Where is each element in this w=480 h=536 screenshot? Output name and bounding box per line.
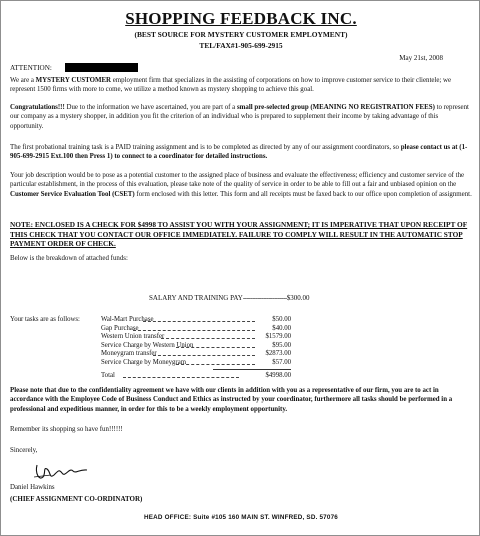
task-leader: [176, 364, 255, 365]
task-label: Western Union transfer: [101, 333, 165, 341]
task-leader: [161, 338, 255, 339]
company-phone: TEL/FAX#1-905-699-2915: [199, 41, 283, 50]
intro-bold: MYSTERY CUSTOMER: [35, 77, 112, 84]
task-row: [101, 359, 291, 368]
task-row: [101, 342, 291, 351]
total-amount: $4998.00: [265, 372, 291, 379]
task-amount: $95.00: [272, 341, 291, 349]
task-amount: $40.00: [272, 324, 291, 332]
job-text: Your job description would be to pose as a potential customer to the assigned place of business and evaluate the effectiveness; efficiency and customer service of the particular establishment, in the process of this evaluation, please take note of the quality of service in order to be able to fill out a fair and unbiased opinion on the: [10, 172, 465, 189]
task-leader: [143, 321, 255, 322]
salary-amount: $300.00: [286, 294, 310, 302]
check-note: NOTE: ENCLOSED IS A CHECK FOR $4998 TO ASSIST YOU WITH YOUR ASSIGNMENT; IT IS IMPERATIVE THAT UPON RECEIPT OF THIS CHECK THAT YOU CONTACT OUR OFFICE IMMEDIATELY. FAILURE TO COMPLY WILL RESULT IN THE AUTOMATIC STOP PAYMENT ORDER OF CHECK.: [10, 220, 468, 249]
attention-label: ATTENTION:: [10, 64, 52, 72]
task-row: [101, 333, 291, 342]
tasks-intro: Your tasks are as follows:: [10, 316, 80, 323]
salary-line: [149, 294, 310, 302]
letter-date: May 21st, 2008: [399, 54, 443, 62]
breakdown-label: Below is the breakdown of attached funds:: [10, 255, 128, 262]
congrats-paragraph: [10, 103, 472, 131]
task-row: [101, 316, 291, 325]
task-label: Service Charge by Moneygram: [101, 358, 187, 366]
task-label: Service Charge by Western Union: [101, 341, 194, 349]
task-label: Gap Purchase: [101, 324, 139, 332]
confidentiality-paragraph: Please note that due to the confidentiality agreement we have with our clients in addition with you as a representative of our firm, you are to act in accordance with the Employee Code of Business Conduct and Ethics as instructed by your coordinator, furthermore all tasks should be performed in a professional and expeditious manner, in order for this to be a weekly employment opportunity.: [10, 387, 453, 413]
task-row: [101, 325, 291, 334]
signer-name: Daniel Hawkins: [10, 484, 55, 491]
intro-text-2: employment firm that specializes in the assisting of corporations on how to improve customer service to their clientele; we represent 1500 firms with more to come, we utilize a method known as mystery shopping to achieve this goal.: [10, 77, 452, 94]
congrats-lead: Congratulations!!!: [10, 104, 65, 111]
remember-line: Remember its shopping so have fun!!!!!!: [10, 426, 123, 433]
sincerely-line: Sincerely,: [10, 447, 38, 454]
salary-label: SALARY AND TRAINING PAY: [149, 294, 243, 302]
task-amount: $1579.00: [265, 333, 291, 341]
total-label: Total: [101, 372, 115, 379]
probation-text: The first probational training task is a PAID training assignment and is to be completed as directed by any of our assignment coordinators, so: [10, 144, 401, 151]
probation-paragraph: [10, 143, 472, 162]
task-leader: [176, 347, 255, 348]
salary-leader: ------------------------: [242, 294, 287, 302]
company-subtitle: (BEST SOURCE FOR MYSTERY CUSTOMER EMPLOYMENT): [134, 30, 348, 39]
congrats-text: Due to the information we have ascertained, you are part of a: [64, 104, 237, 111]
job-text-2: form enclosed with this letter. This form and all receipts must be faxed back to our office upon completion of assignment.: [134, 190, 472, 198]
total-leader: [123, 377, 239, 378]
intro-paragraph: [10, 76, 472, 95]
total-rule: [213, 369, 291, 370]
company-title: SHOPPING FEEDBACK INC.: [125, 9, 357, 28]
job-paragraph: [10, 171, 472, 199]
redacted-name-bar: [65, 63, 138, 72]
head-office-footer: HEAD OFFICE: Suite #105 160 MAIN ST. WINFRED, SD. 57076: [143, 514, 338, 521]
task-amount: $2873.00: [265, 350, 291, 358]
intro-text-1: We are a: [10, 77, 36, 84]
task-leader: [133, 330, 255, 331]
tasks-list: [101, 316, 291, 368]
congrats-bold: small pre-selected group (MEANING NO REGISTRATION FEES): [236, 104, 435, 111]
task-amount: $57.00: [272, 358, 291, 366]
task-row: [101, 350, 291, 359]
job-bold: Customer Service Evaluation Tool (CSET): [10, 190, 135, 198]
task-label: Wal-Mart Purchase: [101, 316, 154, 323]
task-label: Moneygram transfer: [101, 350, 157, 358]
congrats-text-2: to represent our company as a mystery shopper, in addition you fit the criterion of an individual who is prepared to supplement their income by taking advantage of this opportunity.: [10, 104, 469, 130]
signature-mark: [31, 459, 91, 485]
task-leader: [153, 355, 255, 356]
probation-bold: please contact us at (1-905-699-2915 Ext.100 then Press 1) to connect to a coordinator for detailed instructions.: [10, 144, 468, 161]
signer-title: (CHIEF ASSIGNMENT CO-ORDINATOR): [10, 495, 143, 503]
task-amount: $50.00: [272, 316, 291, 323]
